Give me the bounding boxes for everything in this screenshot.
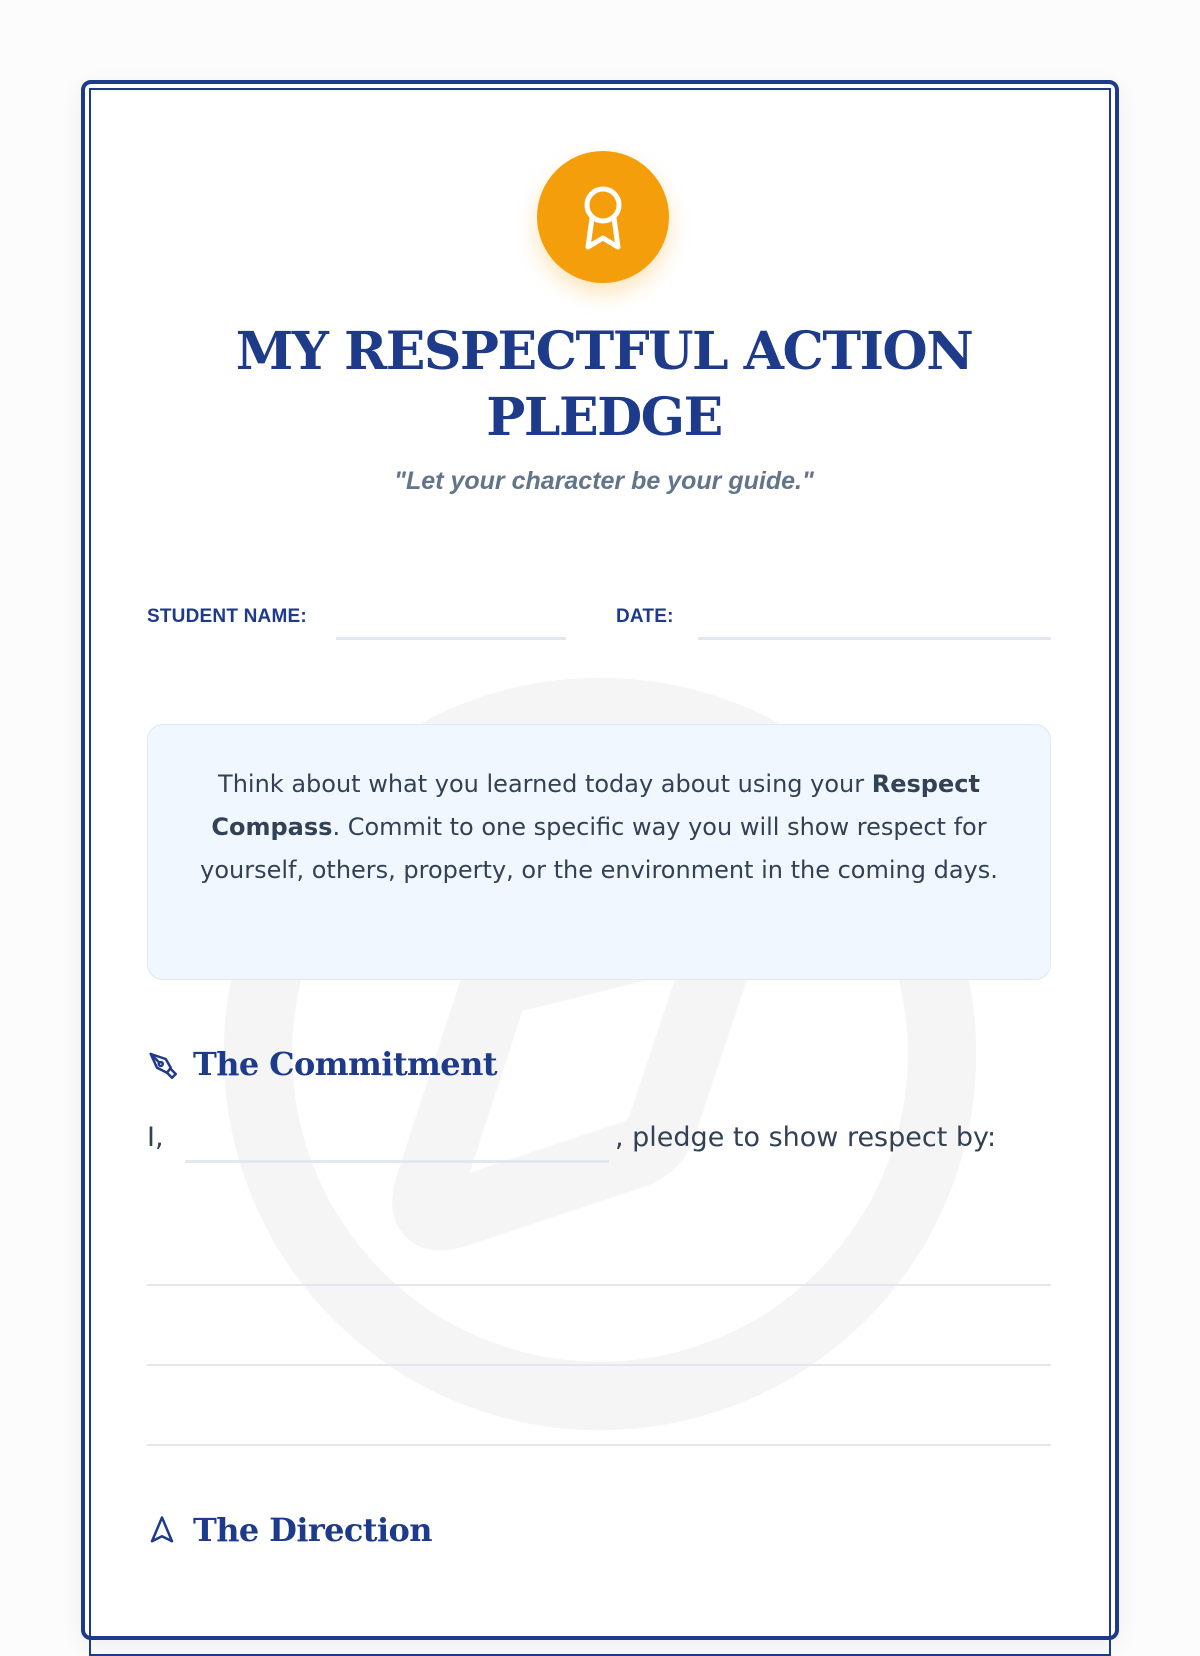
- award-badge: [537, 151, 669, 283]
- response-line[interactable]: [147, 1444, 1051, 1446]
- response-line[interactable]: [147, 1284, 1051, 1286]
- pledge-suffix: , pledge to show respect by:: [615, 1122, 997, 1153]
- student-name-field[interactable]: [336, 637, 566, 640]
- commitment-title: The Commitment: [193, 1045, 497, 1083]
- award-icon: [575, 181, 631, 253]
- navigation-icon: [147, 1515, 177, 1545]
- response-line[interactable]: [147, 1364, 1051, 1366]
- pledge-prefix: I,: [147, 1122, 164, 1153]
- date-label: DATE:: [616, 606, 674, 627]
- instructions-highlight: Respect Compass: [211, 770, 980, 841]
- instructions-text-start: Think about what you learned today about using your: [218, 770, 872, 798]
- page-subtitle: "Let your character be your guide.": [394, 467, 814, 495]
- student-name-label: STUDENT NAME:: [147, 606, 307, 627]
- pledge-name-field[interactable]: [185, 1160, 609, 1163]
- pen-tool-icon: [147, 1049, 177, 1079]
- instructions-text-end: . Commit to one specific way you will show respect for yourself, others, property, or the environment in the coming days.: [200, 813, 998, 884]
- page-title: MY RESPECTFUL ACTION PLEDGE: [235, 321, 973, 448]
- commitment-heading: [147, 1042, 497, 1086]
- direction-title: The Direction: [193, 1511, 432, 1549]
- pledge-sheet: [81, 80, 1119, 1640]
- instructions-box: [147, 724, 1051, 980]
- direction-heading: [147, 1508, 432, 1552]
- date-field[interactable]: [698, 637, 1051, 640]
